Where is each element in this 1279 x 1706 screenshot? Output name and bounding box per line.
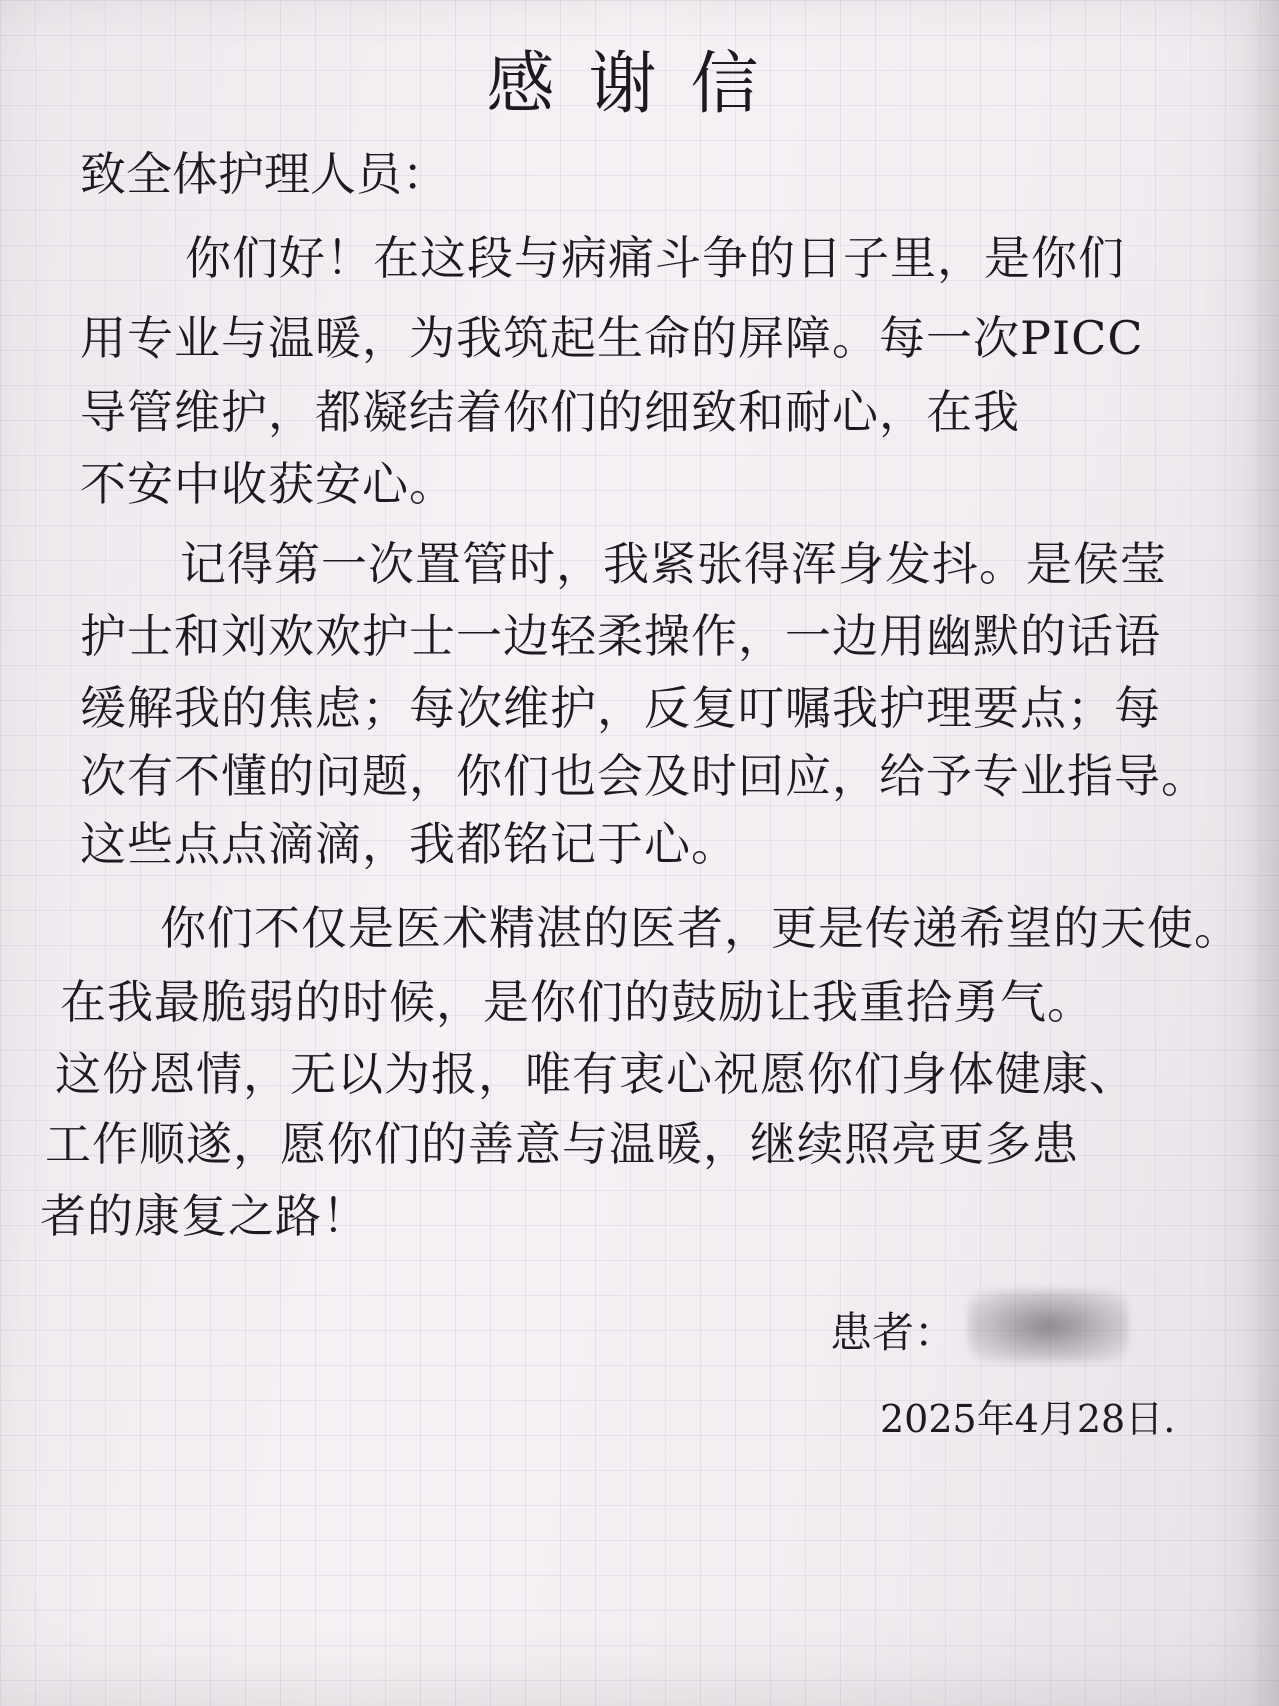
letter-salutation: 致全体护理人员： bbox=[80, 147, 448, 201]
letter-line: 导管维护，都凝结着你们的细致和耐心，在我 bbox=[80, 385, 1020, 439]
letter-line: 这些点点滴滴，我都铭记于心。 bbox=[80, 817, 738, 871]
letter-line: 你们不仅是医术精湛的医者，更是传递希望的天使。 bbox=[160, 901, 1241, 955]
letter-line: 护士和刘欢欢护士一边轻柔操作，一边用幽默的话语 bbox=[80, 609, 1161, 663]
letter-line: 不安中收获安心。 bbox=[80, 457, 456, 511]
letter-line: 次有不懂的问题，你们也会及时回应，给予专业指导。 bbox=[80, 749, 1208, 803]
letter-title: 感谢信 bbox=[486, 45, 793, 124]
letter-line: 者的康复之路！ bbox=[40, 1189, 369, 1243]
letter-line: 这份恩情，无以为报，唯有衷心祝愿你们身体健康、 bbox=[55, 1047, 1136, 1101]
letter-line: 在我最脆弱的时候，是你们的鼓励让我重拾勇气。 bbox=[60, 975, 1094, 1029]
redacted-signature bbox=[968, 1290, 1128, 1362]
signer-label: 患者： bbox=[830, 1308, 957, 1357]
letter-line: 用专业与温暖，为我筑起生命的屏障。每一次PICC bbox=[80, 311, 1144, 365]
letter-line: 记得第一次置管时，我紧张得浑身发抖。是侯莹 bbox=[180, 537, 1167, 591]
letter-line: 工作顺遂，愿你们的善意与温暖，继续照亮更多患 bbox=[45, 1117, 1079, 1171]
paper-edge-shadow bbox=[1249, 0, 1279, 1706]
letter-date: 2025年4月28日. bbox=[880, 1397, 1176, 1441]
letter-line: 你们好！在这段与病痛斗争的日子里，是你们 bbox=[185, 231, 1125, 285]
letter-line: 缓解我的焦虑；每次维护，反复叮嘱我护理要点；每 bbox=[80, 681, 1161, 735]
